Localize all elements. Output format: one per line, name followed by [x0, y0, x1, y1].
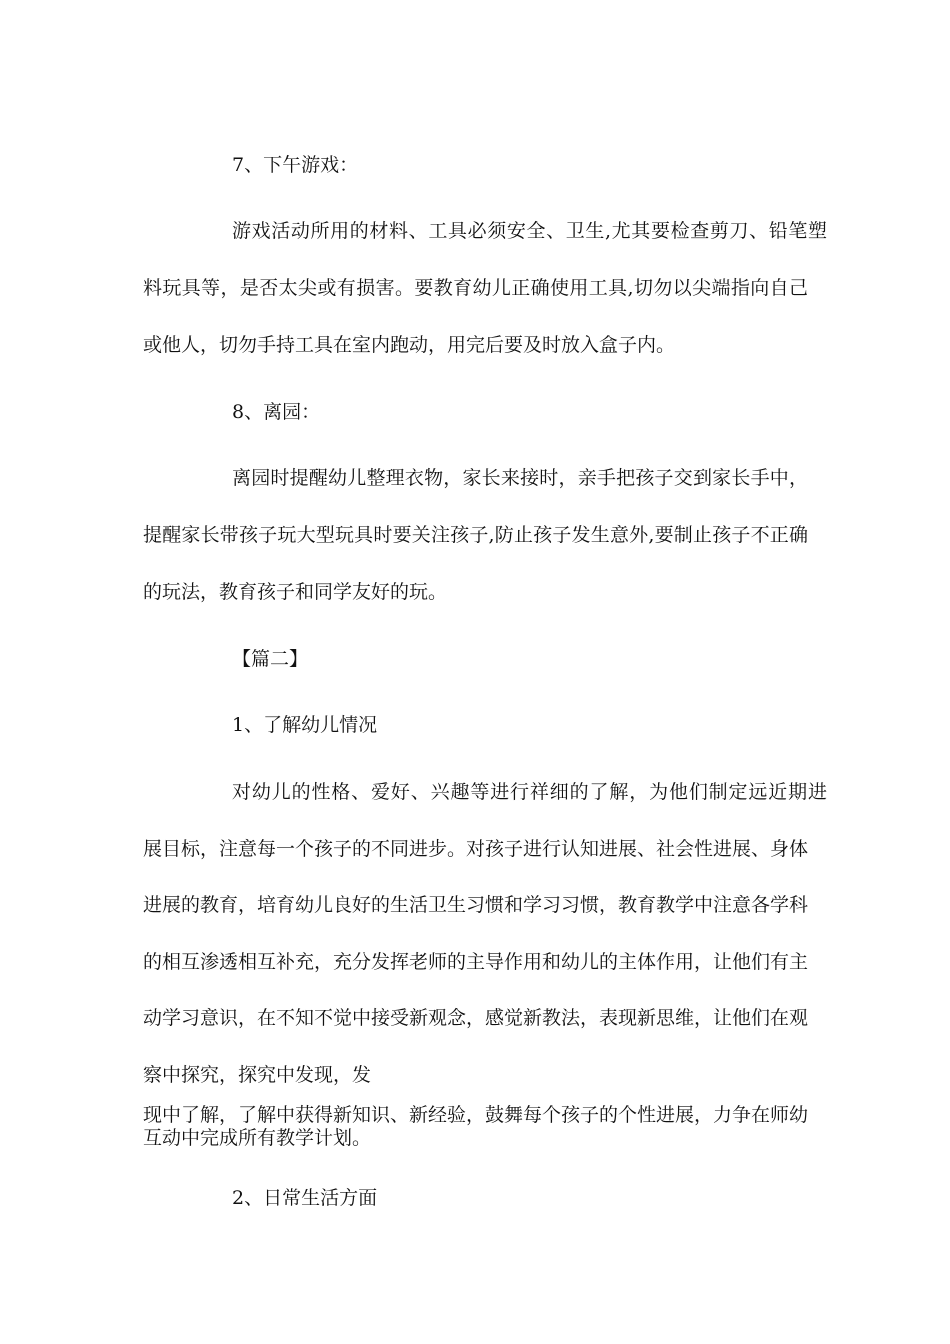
item-2-heading: 2、日常生活方面 — [232, 1187, 378, 1209]
item-1-line-8: 互动中完成所有教学计划。 — [143, 1127, 372, 1149]
item-1-line-3: 进展的教育，培育幼儿良好的生活卫生习惯和学习习惯，教育教学中注意各学科 — [143, 894, 809, 916]
item-1-line-5: 动学习意识，在不知不觉中接受新观念，感觉新教法，表现新思维，让他们在观 — [143, 1007, 809, 1029]
section-7-line-2: 料玩具等，是否太尖或有损害。要教育幼儿正确使用工具,切勿以尖端指向自己 — [143, 277, 808, 299]
section-8-heading: 8、离园： — [232, 401, 321, 423]
item-1-line-6: 察中探究，探究中发现，发 — [143, 1064, 372, 1086]
section-8-line-3: 的玩法，教育孩子和同学友好的玩。 — [143, 581, 448, 603]
item-1-heading: 1、了解幼儿情况 — [232, 714, 378, 736]
section-7-heading: 7、下午游戏： — [232, 154, 359, 176]
section-7-line-3: 或他人，切勿手持工具在室内跑动，用完后要及时放入盒子内。 — [143, 334, 676, 356]
item-1-line-2: 展目标，注意每一个孩子的不同进步。对孩子进行认知进展、社会性进展、身体 — [143, 838, 809, 860]
part-2-title: 【篇二】 — [232, 648, 309, 670]
section-8-line-2: 提醒家长带孩子玩大型玩具时要关注孩子,防止孩子发生意外,要制止孩子不正确 — [143, 524, 808, 546]
item-1-line-7: 现中了解，了解中获得新知识、新经验，鼓舞每个孩子的个性进展，力争在师幼 — [143, 1104, 809, 1126]
item-1-line-4: 的相互渗透相互补充，充分发挥老师的主导作用和幼儿的主体作用，让他们有主 — [143, 951, 809, 973]
section-8-line-1: 离园时提醒幼儿整理衣物，家长来接时，亲手把孩子交到家长手中， — [232, 467, 808, 489]
section-7-line-1: 游戏活动所用的材料、工具必须安全、卫生,尤其要检查剪刀、铅笔塑 — [232, 220, 827, 242]
item-1-line-1: 对幼儿的性格、爱好、兴趣等进行祥细的了解，为他们制定远近期进 — [232, 781, 827, 803]
